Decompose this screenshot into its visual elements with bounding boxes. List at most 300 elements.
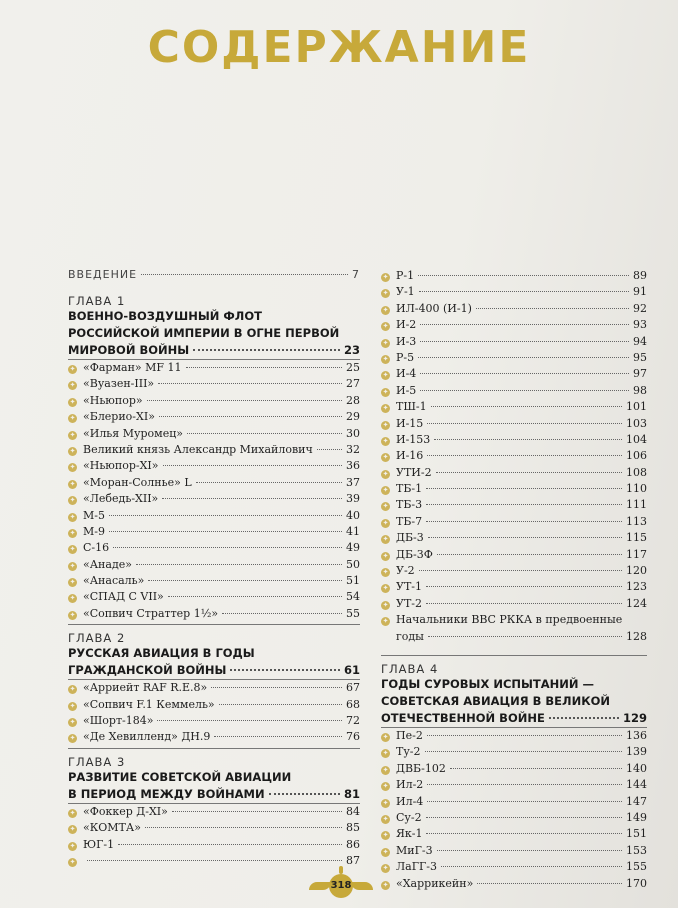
page-number: 318 — [329, 874, 353, 898]
chapter-3-label: ГЛАВА 3 — [68, 754, 126, 769]
toc-entry[interactable] — [381, 514, 647, 530]
entry-title: ЮГ-1 — [83, 837, 115, 851]
toc-entry[interactable] — [381, 761, 647, 777]
page-title: СОДЕРЖАНИЕ — [147, 22, 531, 73]
entry-page: 151 — [626, 827, 647, 841]
entry-page: 86 — [346, 837, 360, 851]
entry-title: Р-5 — [396, 350, 415, 364]
gold-star-bullet-icon: ✦ — [382, 453, 389, 462]
leader-dots — [427, 423, 622, 424]
gold-star-bullet-icon: ✦ — [382, 831, 389, 840]
toc-entry[interactable] — [381, 579, 647, 595]
intro-label: ВВЕДЕНИЕ — [68, 268, 138, 281]
toc-entry[interactable] — [381, 810, 647, 826]
leader-dots — [434, 439, 622, 440]
gold-star-bullet-icon: ✦ — [69, 430, 76, 439]
toc-entry[interactable] — [381, 826, 647, 842]
gold-star-bullet-icon: ✦ — [382, 782, 389, 791]
gold-star-bullet-icon: ✦ — [69, 545, 76, 554]
leader-dots — [426, 833, 622, 834]
entry-title: «КОМТА» — [83, 821, 141, 835]
entry-page: 87 — [346, 853, 360, 867]
gold-star-bullet-icon: ✦ — [382, 551, 389, 560]
entry-title: И-153 — [396, 432, 431, 446]
leader-dots — [269, 793, 340, 795]
gold-star-bullet-icon: ✦ — [69, 841, 76, 850]
gold-star-bullet-icon: ✦ — [382, 322, 389, 331]
toc-entry[interactable] — [68, 393, 360, 409]
entry-page: 97 — [633, 367, 647, 381]
leader-dots — [427, 455, 622, 456]
chapter-3-heading[interactable] — [68, 769, 360, 803]
entry-title: «Арриейт RAF R.E.8» — [83, 681, 208, 695]
leader-dots — [420, 341, 629, 342]
entry-page: 89 — [633, 269, 647, 282]
entry-title: ТБ-7 — [396, 514, 423, 528]
entry-page: 155 — [626, 860, 647, 874]
entry-page: 30 — [346, 426, 360, 440]
entry-page: 149 — [626, 810, 647, 824]
leader-dots — [431, 406, 622, 407]
leader-dots — [163, 465, 342, 466]
toc-entry[interactable] — [68, 713, 360, 729]
entry-page: 39 — [346, 492, 360, 506]
entry-page: 93 — [633, 318, 647, 332]
leader-dots — [219, 704, 342, 705]
leader-dots — [428, 537, 622, 538]
toc-entry[interactable] — [381, 563, 647, 579]
entry-title: УТ-1 — [396, 580, 423, 594]
entry-title: Ил-4 — [396, 794, 424, 808]
toc-entry[interactable] — [68, 442, 360, 458]
leader-dots — [230, 669, 340, 671]
entry-page: 144 — [626, 778, 647, 792]
chapter-3 — [68, 748, 360, 870]
toc-entry[interactable] — [68, 606, 360, 622]
toc-entry[interactable] — [381, 416, 647, 432]
entry-title: И-16 — [396, 449, 424, 463]
chapter-2 — [68, 624, 360, 746]
entry-title: Су-2 — [396, 810, 422, 824]
entry-title: «Сопвич Страттер 1½» — [83, 606, 219, 620]
leader-dots — [222, 613, 342, 614]
chapter-2-label: ГЛАВА 2 — [68, 631, 126, 646]
entry-page: 110 — [626, 482, 647, 496]
toc-entry[interactable] — [68, 557, 360, 573]
chapter-1-entries — [68, 360, 360, 622]
entry-page: 136 — [626, 728, 647, 742]
gold-star-bullet-icon: ✦ — [382, 847, 389, 856]
entry-page: 140 — [626, 761, 647, 775]
chapter-2-heading[interactable] — [68, 645, 360, 679]
toc-entry[interactable] — [381, 268, 647, 284]
chapter-heading-line: РАЗВИТИЕ СОВЕТСКОЙ АВИАЦИИ — [68, 769, 292, 784]
toc-entry[interactable] — [381, 728, 647, 744]
leader-dots — [157, 720, 342, 721]
entry-page: 41 — [346, 524, 360, 538]
gold-star-bullet-icon: ✦ — [69, 381, 76, 390]
leader-dots — [317, 449, 342, 450]
entry-title: Ил-2 — [396, 778, 424, 792]
leader-dots — [118, 844, 342, 845]
entry-page: 91 — [633, 285, 647, 299]
leader-dots — [141, 274, 348, 275]
entry-title: ТБ-1 — [396, 482, 423, 496]
chapter-heading-line: В ПЕРИОД МЕЖДУ ВОЙНАМИ — [68, 786, 265, 801]
entry-page: 67 — [346, 681, 360, 695]
chapter-4-page: 129 — [622, 710, 647, 725]
leader-dots — [426, 521, 622, 522]
gold-star-bullet-icon: ✦ — [69, 397, 76, 406]
leader-dots — [419, 570, 622, 571]
leader-dots — [436, 472, 622, 473]
gold-star-bullet-icon: ✦ — [382, 420, 389, 429]
gold-star-bullet-icon: ✦ — [382, 518, 389, 527]
leader-dots — [420, 324, 629, 325]
leader-dots — [426, 488, 622, 489]
toc-entry[interactable] — [381, 547, 647, 563]
entry-title: ЛаГГ-3 — [396, 860, 438, 874]
leader-dots — [426, 817, 622, 818]
chapter-4-label: ГЛАВА 4 — [381, 661, 439, 676]
entry-title: Ту-2 — [396, 745, 421, 759]
propeller-icon — [339, 866, 343, 874]
entry-page: 50 — [346, 557, 360, 571]
toc-entry[interactable] — [68, 426, 360, 442]
entry-title: Начальники ВВС РККА в предвоенные — [396, 613, 623, 627]
toc-entry[interactable] — [381, 777, 647, 793]
toc-entry[interactable] — [68, 837, 360, 853]
entry-page: 25 — [346, 361, 360, 374]
entry-page: 49 — [346, 541, 360, 555]
chapter-2-entries — [68, 680, 360, 746]
entry-title: И-15 — [396, 416, 424, 430]
gold-star-bullet-icon: ✦ — [382, 502, 389, 511]
chapter-heading-line: РОССИЙСКОЙ ИМПЕРИИ В ОГНЕ ПЕРВОЙ — [68, 326, 340, 340]
toc-entry[interactable] — [381, 366, 647, 382]
leader-dots — [87, 860, 342, 861]
leader-dots — [418, 275, 629, 276]
winged-propeller-emblem-icon — [309, 882, 331, 890]
page-footer-emblem — [309, 866, 373, 906]
gold-star-bullet-icon: ✦ — [69, 718, 76, 727]
gold-star-bullet-icon: ✦ — [382, 765, 389, 774]
toc-entry[interactable] — [381, 530, 647, 546]
toc-entry[interactable] — [381, 596, 647, 612]
gold-star-bullet-icon: ✦ — [69, 610, 76, 619]
toc-entry[interactable] — [68, 491, 360, 507]
entry-title: «Илья Муромец» — [83, 426, 184, 440]
entry-title: «Вуазен-III» — [83, 377, 155, 391]
entry-title: ДБ-3 — [396, 531, 424, 545]
entry-page: 95 — [633, 350, 647, 364]
entry-title: «Фарман» MF 11 — [83, 361, 182, 374]
toc-entry[interactable] — [381, 383, 647, 399]
gold-star-bullet-icon: ✦ — [382, 486, 389, 495]
entry-page: 98 — [633, 383, 647, 397]
toc-entry[interactable] — [381, 744, 647, 760]
toc-right-column — [381, 268, 647, 892]
chapter-2-page: 61 — [343, 663, 360, 678]
chapter-heading-line: ГРАЖДАНСКОЙ ВОЙНЫ — [68, 663, 227, 678]
entry-title: «Анаде» — [83, 557, 132, 571]
entry-title: Р-1 — [396, 269, 415, 282]
entry-page: 72 — [346, 714, 360, 728]
gold-star-bullet-icon: ✦ — [69, 808, 76, 817]
entry-page: 108 — [626, 465, 647, 479]
leader-dots — [425, 751, 622, 752]
toc-entry[interactable] — [68, 589, 360, 605]
toc-entry[interactable] — [68, 475, 360, 491]
toc-entry[interactable] — [68, 697, 360, 713]
chapter-1-page: 23 — [343, 343, 360, 357]
gold-star-bullet-icon: ✦ — [382, 864, 389, 873]
toc-entry[interactable] — [381, 612, 647, 645]
entry-title: И-3 — [396, 334, 417, 348]
chapter-4-heading[interactable] — [381, 676, 647, 727]
entry-title: «Де Хевилленд» ДН.9 — [83, 730, 211, 744]
gold-star-bullet-icon: ✦ — [69, 594, 76, 603]
gold-star-bullet-icon: ✦ — [69, 479, 76, 488]
toc-intro[interactable] — [68, 268, 360, 288]
entry-page: 68 — [346, 697, 360, 711]
leader-dots — [450, 768, 622, 769]
gold-star-bullet-icon: ✦ — [382, 600, 389, 609]
gold-star-bullet-icon: ✦ — [69, 578, 76, 587]
toc-entry[interactable] — [68, 804, 360, 820]
gold-star-bullet-icon: ✦ — [382, 469, 389, 478]
chapter-heading-line: СОВЕТСКАЯ АВИАЦИЯ В ВЕЛИКОЙ — [381, 693, 610, 708]
leader-dots — [419, 291, 629, 292]
leader-dots — [420, 390, 629, 391]
entry-title: И-2 — [396, 318, 417, 332]
toc-entry[interactable] — [68, 680, 360, 696]
entry-title: ТШ-1 — [396, 400, 427, 414]
toc-entry[interactable] — [381, 350, 647, 366]
leader-dots — [427, 784, 622, 785]
toc-entry[interactable] — [381, 432, 647, 448]
toc-entry[interactable] — [381, 876, 647, 892]
intro-page: 7 — [352, 268, 360, 281]
gold-star-bullet-icon: ✦ — [382, 732, 389, 741]
entry-page: 115 — [626, 531, 647, 545]
leader-dots — [420, 373, 629, 374]
chapter-3-entries — [68, 804, 360, 870]
toc-left-column — [68, 268, 360, 869]
entry-title: «Шорт-184» — [83, 714, 154, 728]
gold-star-bullet-icon: ✦ — [382, 798, 389, 807]
chapter-heading-line: ГОДЫ СУРОВЫХ ИСПЫТАНИЙ — — [381, 676, 595, 691]
entry-page: 170 — [626, 876, 647, 890]
entry-title: «Моран-Солнье» L — [83, 475, 192, 489]
entry-page: 29 — [346, 410, 360, 424]
toc-entry[interactable] — [381, 843, 647, 859]
toc-entry[interactable] — [381, 481, 647, 497]
toc-entry[interactable] — [381, 317, 647, 333]
gold-star-bullet-icon: ✦ — [69, 446, 76, 455]
chapter-heading-line: МИРОВОЙ ВОЙНЫ — [68, 343, 190, 357]
gold-star-bullet-icon: ✦ — [69, 496, 76, 505]
toc-entry[interactable] — [381, 465, 647, 481]
toc-entry[interactable] — [381, 334, 647, 350]
gold-star-bullet-icon: ✦ — [382, 404, 389, 413]
entry-title: Великий князь Александр Михайлович — [83, 442, 313, 456]
leader-dots — [549, 717, 619, 719]
chapter-3-page: 81 — [343, 786, 360, 801]
leader-dots — [136, 564, 342, 565]
toc-entry[interactable] — [381, 794, 647, 810]
chapter-3-entries-continued — [381, 268, 647, 612]
leader-dots — [193, 349, 340, 351]
leader-dots — [476, 308, 629, 309]
gold-star-bullet-icon: ✦ — [382, 880, 389, 889]
entry-page: 92 — [633, 301, 647, 315]
gold-star-bullet-icon: ✦ — [382, 584, 389, 593]
toc-entry[interactable] — [381, 301, 647, 317]
toc-entry[interactable] — [68, 508, 360, 524]
entry-title: «Блерио-XI» — [83, 410, 155, 424]
chapter-divider — [381, 655, 647, 656]
toc-entry[interactable] — [381, 284, 647, 300]
leader-dots — [427, 801, 622, 802]
entry-page: 51 — [346, 574, 360, 588]
gold-star-bullet-icon: ✦ — [69, 512, 76, 521]
chapter-heading-line: ВОЕННО-ВОЗДУШНЫЙ ФЛОТ — [68, 309, 262, 323]
chapter-1-heading[interactable] — [68, 308, 360, 359]
gold-star-bullet-icon: ✦ — [382, 436, 389, 445]
toc-entry[interactable] — [381, 497, 647, 513]
chapter-1 — [68, 294, 360, 622]
entry-title: Пе-2 — [396, 728, 423, 742]
leader-dots — [113, 547, 342, 548]
gold-star-bullet-icon: ✦ — [382, 814, 389, 823]
toc-entry[interactable] — [68, 360, 360, 376]
gold-star-bullet-icon: ✦ — [69, 685, 76, 694]
leader-dots — [145, 827, 342, 828]
entry-page: 123 — [626, 580, 647, 594]
entry-title: «СПАД С VII» — [83, 590, 164, 604]
entry-page: 104 — [626, 432, 647, 446]
entry-title: ДБ-3Ф — [396, 547, 433, 561]
chapter-4 — [381, 655, 647, 892]
leader-dots — [426, 504, 622, 505]
entry-title: «Лебедь-XII» — [83, 492, 159, 506]
entry-page: 40 — [346, 508, 360, 522]
gold-star-bullet-icon: ✦ — [69, 734, 76, 743]
gold-star-bullet-icon: ✦ — [382, 617, 389, 626]
entry-page: 128 — [626, 629, 647, 643]
entry-title: годы — [396, 629, 424, 643]
gold-star-bullet-icon: ✦ — [382, 568, 389, 577]
entry-title: ИЛ-400 (И-1) — [396, 301, 472, 315]
entry-title: ДВБ-102 — [396, 761, 446, 775]
chapter-heading-line: ОТЕЧЕСТВЕННОЙ ВОЙНЕ — [381, 710, 545, 725]
leader-dots — [162, 498, 342, 499]
entry-page: 111 — [626, 498, 647, 512]
gold-star-bullet-icon: ✦ — [382, 387, 389, 396]
leader-dots — [426, 603, 622, 604]
leader-dots — [437, 850, 622, 851]
entry-title: И-4 — [396, 367, 417, 381]
entry-title: МиГ-3 — [396, 843, 433, 857]
gold-star-bullet-icon: ✦ — [382, 305, 389, 314]
toc-entry[interactable] — [381, 448, 647, 464]
entry-page: 120 — [626, 564, 647, 578]
leader-dots — [109, 515, 342, 516]
entry-title: УТИ-2 — [396, 465, 432, 479]
entry-page: 54 — [346, 590, 360, 604]
leader-dots — [214, 736, 342, 737]
gold-star-bullet-icon: ✦ — [69, 463, 76, 472]
entry-title: «Ньюпор-XI» — [83, 459, 159, 473]
leader-dots — [147, 400, 342, 401]
leader-dots — [428, 636, 622, 637]
gold-star-bullet-icon: ✦ — [69, 414, 76, 423]
entry-page: 153 — [626, 843, 647, 857]
entry-page: 36 — [346, 459, 360, 473]
leader-dots — [437, 554, 622, 555]
toc-entry[interactable] — [381, 859, 647, 875]
gold-star-bullet-icon: ✦ — [382, 354, 389, 363]
toc-entry[interactable] — [68, 458, 360, 474]
gold-star-bullet-icon: ✦ — [69, 825, 76, 834]
toc-entry[interactable] — [68, 729, 360, 745]
toc-entry[interactable] — [68, 820, 360, 836]
toc-entry[interactable] — [381, 399, 647, 415]
gold-star-bullet-icon: ✦ — [69, 701, 76, 710]
entry-page: 55 — [346, 606, 360, 620]
toc-entry[interactable] — [68, 573, 360, 589]
entry-page: 117 — [626, 547, 647, 561]
toc-entry[interactable] — [68, 409, 360, 425]
entry-page: 113 — [626, 514, 647, 528]
entry-title: ТБ-3 — [396, 498, 423, 512]
entry-page: 94 — [633, 334, 647, 348]
toc-entry[interactable] — [68, 376, 360, 392]
gold-star-bullet-icon: ✦ — [69, 528, 76, 537]
gold-star-bullet-icon: ✦ — [69, 857, 76, 866]
chapter-1-label: ГЛАВА 1 — [68, 294, 126, 308]
chapter-divider — [68, 748, 360, 749]
chapter-divider — [68, 624, 360, 625]
entry-page: 106 — [626, 449, 647, 463]
entry-title: «Анасаль» — [83, 574, 145, 588]
gold-star-bullet-icon: ✦ — [382, 273, 389, 281]
gold-star-bullet-icon: ✦ — [382, 749, 389, 758]
entry-title: УТ-2 — [396, 596, 423, 610]
entry-page: 103 — [626, 416, 647, 430]
leader-dots — [172, 811, 342, 812]
leader-dots — [109, 531, 342, 532]
leader-dots — [186, 367, 342, 368]
entry-page: 76 — [346, 730, 360, 744]
gold-star-bullet-icon: ✦ — [382, 338, 389, 347]
entry-title: У-1 — [396, 285, 415, 299]
toc-entry[interactable] — [68, 540, 360, 556]
leader-dots — [427, 735, 622, 736]
entry-title: «Сопвич F.1 Кеммель» — [83, 697, 215, 711]
gold-star-bullet-icon: ✦ — [382, 371, 389, 380]
gold-star-bullet-icon: ✦ — [382, 289, 389, 298]
entry-page: 139 — [626, 745, 647, 759]
toc-entry[interactable] — [68, 524, 360, 540]
winged-propeller-emblem-icon — [351, 882, 373, 890]
leader-dots — [211, 687, 342, 688]
entry-page: 124 — [626, 596, 647, 610]
entry-title: Як-1 — [396, 827, 423, 841]
entry-page: 32 — [346, 442, 360, 456]
chapter-4-entries — [381, 728, 647, 892]
